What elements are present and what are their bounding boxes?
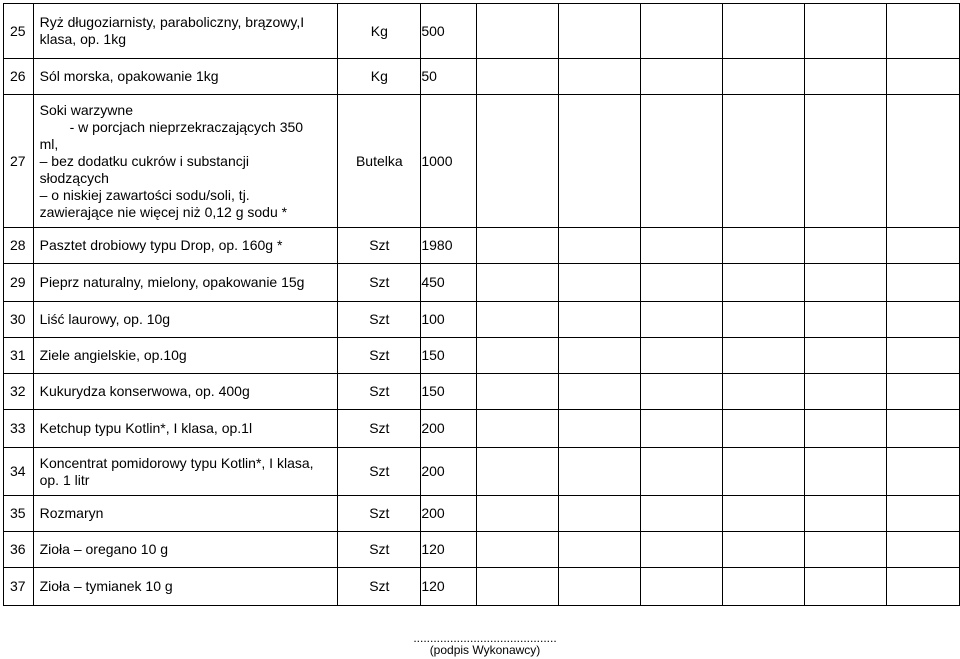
empty-cell (722, 228, 804, 264)
empty-cell (886, 410, 959, 448)
empty-cell (477, 532, 559, 568)
empty-cell (804, 228, 886, 264)
empty-cell (640, 568, 722, 606)
empty-cell (477, 228, 559, 264)
product-name-line: op. 1 litr (39, 471, 90, 488)
empty-cell (477, 374, 559, 410)
empty-cell (886, 302, 959, 338)
row-number: 29 (4, 264, 34, 302)
empty-cell (558, 95, 640, 228)
product-name-line: – bez dodatku cukrów i substancji (39, 152, 249, 169)
empty-cell (640, 374, 722, 410)
product-name-line: Zioła – tymianek 10 g (39, 578, 173, 594)
table-row (4, 264, 960, 302)
table-row (4, 338, 960, 374)
empty-cell (477, 59, 559, 95)
row-number: 36 (4, 532, 34, 568)
empty-cell (722, 568, 804, 606)
empty-cell (640, 448, 722, 496)
product-name (33, 532, 338, 568)
quantity: 200 (421, 448, 477, 496)
empty-cell (640, 410, 722, 448)
unit: Szt (338, 410, 421, 448)
empty-cell (804, 264, 886, 302)
quantity: 500 (421, 4, 477, 59)
empty-cell (804, 496, 886, 532)
quantity: 100 (421, 302, 477, 338)
unit: Kg (338, 4, 421, 59)
empty-cell (558, 448, 640, 496)
quantity: 120 (421, 532, 477, 568)
empty-cell (722, 264, 804, 302)
table-row (4, 448, 960, 496)
unit: Szt (338, 448, 421, 496)
product-name-line: Zioła – oregano 10 g (39, 541, 169, 557)
empty-cell (640, 228, 722, 264)
row-number: 28 (4, 228, 34, 264)
empty-cell (886, 4, 959, 59)
table-row (4, 95, 960, 228)
product-name-line: Rozmaryn (39, 505, 104, 521)
product-name-line: Ryż długoziarnisty, paraboliczny, brązowy,I (39, 14, 305, 30)
empty-cell (722, 410, 804, 448)
empty-cell (886, 496, 959, 532)
quantity: 50 (421, 59, 477, 95)
product-name (33, 568, 338, 606)
unit: Szt (338, 568, 421, 606)
empty-cell (886, 568, 959, 606)
empty-cell (722, 95, 804, 228)
order-table-body (4, 4, 960, 606)
table-row (4, 374, 960, 410)
row-number: 33 (4, 410, 34, 448)
empty-cell (722, 532, 804, 568)
empty-cell (640, 338, 722, 374)
empty-cell (477, 4, 559, 59)
empty-cell (722, 338, 804, 374)
empty-cell (477, 410, 559, 448)
product-name (33, 338, 338, 374)
empty-cell (886, 532, 959, 568)
empty-cell (804, 95, 886, 228)
row-number: 27 (4, 95, 34, 228)
empty-cell (804, 4, 886, 59)
order-table (3, 3, 960, 606)
empty-cell (640, 4, 722, 59)
signature-label: (podpis Wykonawcy) (429, 643, 541, 657)
empty-cell (640, 532, 722, 568)
row-number: 35 (4, 496, 34, 532)
quantity: 1980 (421, 228, 477, 264)
table-row (4, 568, 960, 606)
empty-cell (558, 228, 640, 264)
empty-cell (640, 95, 722, 228)
quantity: 150 (421, 374, 477, 410)
empty-cell (477, 496, 559, 532)
unit: Szt (338, 496, 421, 532)
unit: Szt (338, 228, 421, 264)
empty-cell (804, 302, 886, 338)
row-number: 26 (4, 59, 34, 95)
empty-cell (640, 496, 722, 532)
product-name-line: – o niskiej zawartości sodu/soli, tj. (39, 186, 250, 203)
empty-cell (804, 59, 886, 95)
empty-cell (886, 95, 959, 228)
product-name (33, 264, 338, 302)
product-name-line: klasa, op. 1kg (39, 31, 126, 47)
product-name-line: Liść laurowy, op. 10g (39, 311, 171, 327)
empty-cell (558, 532, 640, 568)
product-name-line: słodzących (39, 169, 109, 186)
product-name-line: Kukurydza konserwowa, op. 400g (39, 383, 250, 399)
product-name (33, 228, 338, 264)
empty-cell (558, 568, 640, 606)
empty-cell (886, 448, 959, 496)
empty-cell (477, 568, 559, 606)
quantity: 450 (421, 264, 477, 302)
empty-cell (477, 95, 559, 228)
row-number: 25 (4, 4, 34, 59)
product-name (33, 410, 338, 448)
product-name-line: Koncentrat pomidorowy typu Kotlin*, I klasa, (39, 454, 314, 471)
empty-cell (477, 264, 559, 302)
product-name-line: Soki warzywne (39, 101, 133, 118)
unit: Kg (338, 59, 421, 95)
table-row (4, 410, 960, 448)
unit: Szt (338, 264, 421, 302)
empty-cell (886, 264, 959, 302)
empty-cell (477, 448, 559, 496)
quantity: 200 (421, 496, 477, 532)
product-name (33, 95, 338, 228)
empty-cell (722, 448, 804, 496)
product-name-line: ml, (39, 135, 59, 152)
quantity: 1000 (421, 95, 477, 228)
unit: Szt (338, 302, 421, 338)
empty-cell (722, 4, 804, 59)
signature-dots: ........................................... (413, 631, 557, 645)
empty-cell (886, 228, 959, 264)
empty-cell (477, 302, 559, 338)
product-name-line: Pasztet drobiowy typu Drop, op. 160g * (39, 237, 283, 253)
table-row (4, 228, 960, 264)
empty-cell (558, 374, 640, 410)
quantity: 150 (421, 338, 477, 374)
product-name (33, 374, 338, 410)
empty-cell (640, 59, 722, 95)
unit: Szt (338, 532, 421, 568)
empty-cell (640, 264, 722, 302)
product-name-line: Sól morska, opakowanie 1kg (39, 68, 219, 84)
empty-cell (804, 338, 886, 374)
table-row (4, 302, 960, 338)
empty-cell (722, 496, 804, 532)
table-row (4, 496, 960, 532)
product-name-line: Pieprz naturalny, mielony, opakowanie 15g (39, 274, 305, 290)
table-row (4, 4, 960, 59)
product-name (33, 302, 338, 338)
empty-cell (886, 59, 959, 95)
row-number: 37 (4, 568, 34, 606)
empty-cell (558, 264, 640, 302)
row-number: 31 (4, 338, 34, 374)
product-name (33, 59, 338, 95)
unit: Szt (338, 374, 421, 410)
empty-cell (558, 338, 640, 374)
product-name-line: - w porcjach nieprzekraczających 350 (69, 118, 304, 135)
empty-cell (558, 302, 640, 338)
empty-cell (886, 338, 959, 374)
product-name (33, 4, 338, 59)
product-name-line: zawierające nie więcej niż 0,12 g sodu * (39, 203, 288, 220)
table-row (4, 532, 960, 568)
empty-cell (804, 374, 886, 410)
unit: Butelka (338, 95, 421, 228)
empty-cell (558, 59, 640, 95)
product-name-line: Ziele angielskie, op.10g (39, 347, 187, 363)
empty-cell (722, 302, 804, 338)
empty-cell (804, 448, 886, 496)
table-row (4, 59, 960, 95)
empty-cell (558, 496, 640, 532)
row-number: 30 (4, 302, 34, 338)
signature-block (380, 632, 590, 656)
empty-cell (804, 568, 886, 606)
empty-cell (722, 374, 804, 410)
product-name (33, 496, 338, 532)
empty-cell (477, 338, 559, 374)
empty-cell (804, 410, 886, 448)
row-number: 32 (4, 374, 34, 410)
quantity: 120 (421, 568, 477, 606)
empty-cell (558, 410, 640, 448)
empty-cell (886, 374, 959, 410)
product-name-line: Ketchup typu Kotlin*, I klasa, op.1l (39, 420, 253, 436)
empty-cell (804, 532, 886, 568)
empty-cell (640, 302, 722, 338)
quantity: 200 (421, 410, 477, 448)
empty-cell (722, 59, 804, 95)
row-number: 34 (4, 448, 34, 496)
product-name (33, 448, 338, 496)
empty-cell (558, 4, 640, 59)
unit: Szt (338, 338, 421, 374)
